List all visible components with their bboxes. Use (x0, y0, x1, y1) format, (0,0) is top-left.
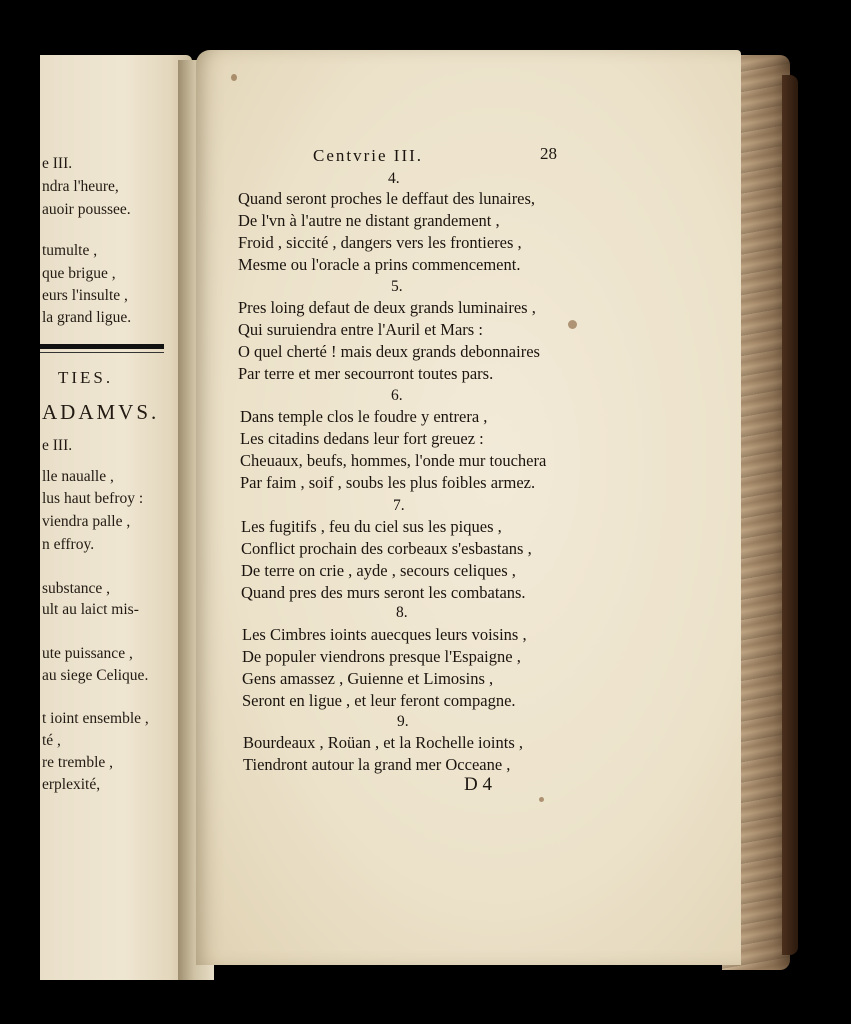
verse-line: Pres loing defaut de deux grands luminaires , (238, 298, 536, 317)
left-line: re tremble , (42, 754, 114, 771)
left-line: ult au laict mis- (42, 601, 139, 618)
foxing-spot (539, 797, 544, 802)
left-line: viendra palle , (42, 513, 131, 530)
left-line: lle naualle , (42, 468, 114, 485)
left-heading: TIES. (58, 368, 114, 387)
left-page (40, 55, 192, 980)
left-line: e III. (42, 437, 73, 454)
quatrain-number: 4. (388, 170, 400, 187)
left-line: tumulte , (42, 242, 98, 259)
verse-line: Quand seront proches le deffaut des lunaires, (238, 189, 536, 208)
verse-line: Qui suruiendra entre l'Auril et Mars : (238, 320, 483, 339)
left-line: n effroy. (42, 536, 95, 553)
left-line: substance , (42, 580, 111, 597)
left-line: e III. (42, 155, 73, 172)
verse-line: Tiendront autour la grand mer Occeane , (243, 755, 511, 774)
verse-line: De populer viendrons presque l'Espaigne , (242, 647, 521, 666)
left-line: ndra l'heure, (42, 178, 119, 195)
verse-line: Quand pres des murs seront les combatans. (241, 583, 526, 602)
signature-mark: D 4 (464, 774, 492, 795)
verse-line: Mesme ou l'oracle a prins commencement. (238, 255, 521, 274)
left-line: que brigue , (42, 265, 116, 282)
section-rule (40, 344, 164, 349)
verse-line: Bourdeaux , Roüan , et la Rochelle ioints , (243, 733, 523, 752)
left-line: eurs l'insulte , (42, 287, 128, 304)
quatrain-number: 8. (396, 604, 408, 621)
verse-line: Par terre et mer secourront toutes pars. (238, 364, 494, 383)
book-cover-edge (782, 75, 798, 955)
section-rule-thin (40, 352, 164, 353)
verse-line: Dans temple clos le foudre y entrera , (240, 407, 488, 426)
left-line: lus haut befroy : (42, 490, 144, 507)
quatrain-number: 5. (391, 278, 403, 295)
foxing-spot (231, 74, 237, 81)
left-line: auoir poussee. (42, 201, 131, 218)
quatrain-number: 6. (391, 387, 403, 404)
page-number: 28 (540, 144, 557, 163)
right-page (196, 50, 741, 965)
verse-line: Les citadins dedans leur fort greuez : (240, 429, 484, 448)
left-line: la grand ligue. (42, 309, 132, 326)
running-head: Centvrie III. (313, 146, 424, 165)
quatrain-number: 7. (393, 497, 405, 514)
verse-line: Cheuaux, beufs, hommes, l'onde mur touchera (240, 451, 547, 470)
left-line: t ioint ensemble , (42, 710, 149, 727)
left-heading-name: ADAMVS. (42, 400, 160, 424)
left-line: au siege Celique. (42, 667, 149, 684)
verse-line: De l'vn à l'autre ne distant grandement , (238, 211, 500, 230)
left-line: té , (42, 732, 61, 749)
verse-line: Froid , siccité , dangers vers les frontieres , (238, 233, 522, 252)
verse-line: Par faim , soif , soubs les plus foibles armez. (240, 473, 536, 492)
quatrain-number: 9. (397, 713, 409, 730)
verse-line: Conflict prochain des corbeaux s'esbastans , (241, 539, 532, 558)
verse-line: Les Cimbres ioints auecques leurs voisins , (242, 625, 527, 644)
verse-line: Gens amassez , Guienne et Limosins , (242, 669, 494, 688)
verse-line: Seront en ligue , et leur feront compagne. (242, 691, 516, 710)
foxing-spot (568, 320, 577, 329)
verse-line: Les fugitifs , feu du ciel sus les piques , (241, 517, 502, 536)
verse-line: De terre on crie , ayde , secours celiques , (241, 561, 516, 580)
left-line: erplexité, (42, 776, 101, 793)
left-line: ute puissance , (42, 645, 133, 662)
verse-line: O quel cherté ! mais deux grands debonnaires (238, 342, 540, 361)
